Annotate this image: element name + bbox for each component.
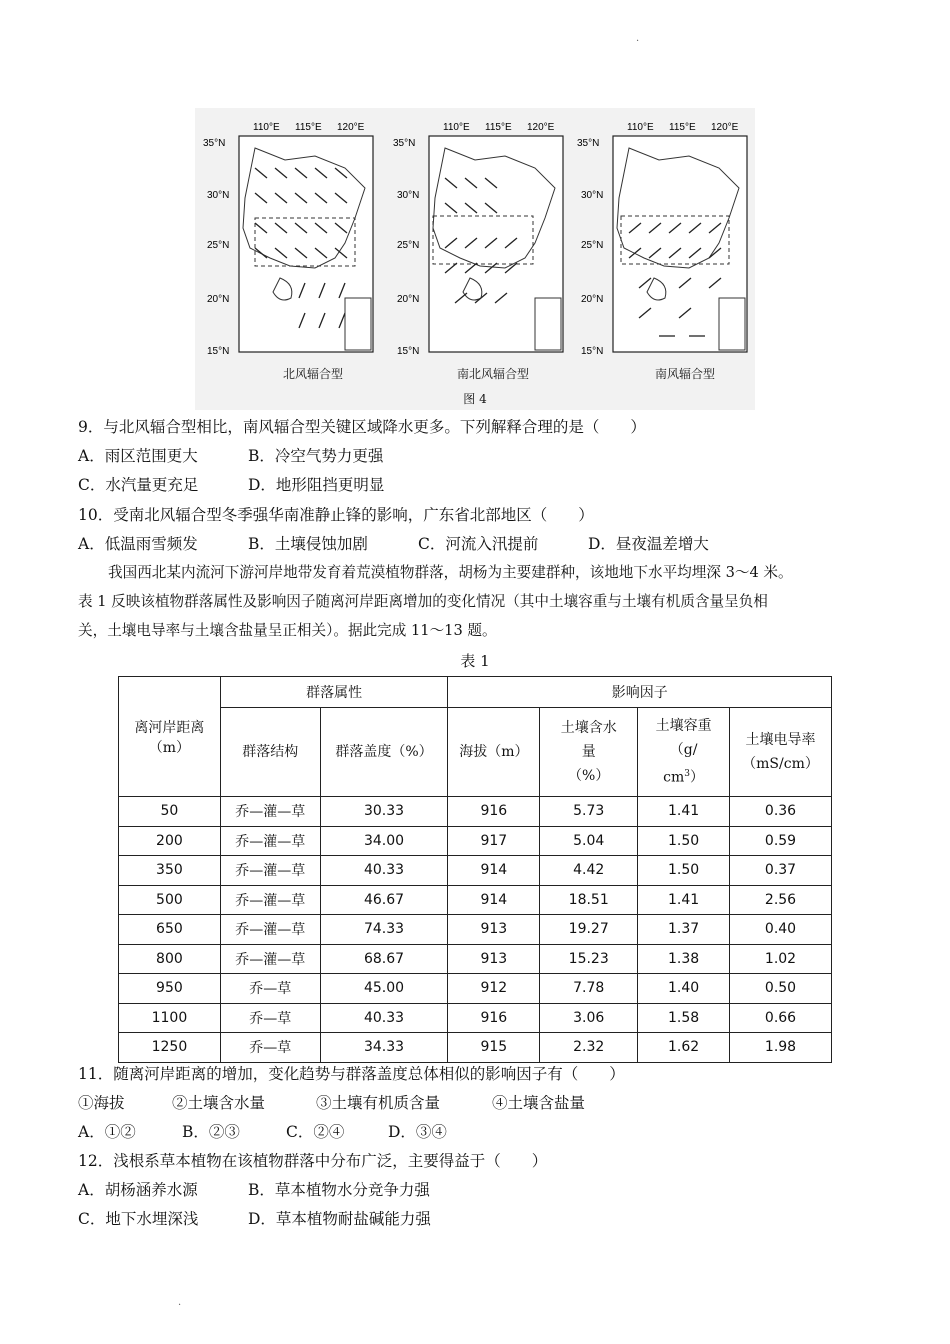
lat-label: 30°N	[581, 190, 604, 201]
question-10-stem: 10．受南北风辐合型冬季强华南准静止锋的影响，广东省北部地区（ ）	[78, 506, 594, 524]
cell-altitude: 912	[448, 974, 540, 1004]
option-c: C．②④	[286, 1123, 345, 1141]
header-bulk-unit-2	[638, 762, 729, 790]
lat-label: 30°N	[207, 190, 230, 201]
lat-label: 30°N	[397, 190, 420, 201]
header-bulk-sup: 3	[684, 769, 690, 780]
header-moisture	[540, 708, 638, 797]
lon-label: 115°E	[669, 122, 696, 133]
cell-ec: 2.56	[730, 885, 832, 915]
option-b: B．②③	[182, 1123, 240, 1141]
header-bulk-line: 土壤容重	[655, 718, 712, 735]
cell-moisture: 18.51	[540, 885, 638, 915]
cell-structure: 乔—灌—草	[220, 826, 320, 856]
cell-bulk: 1.41	[638, 885, 730, 915]
scan-dot: ·	[636, 36, 640, 47]
header-community-group: 群落属性	[220, 677, 448, 708]
cell-coverage: 30.33	[320, 797, 448, 827]
cell-coverage: 46.67	[320, 885, 448, 915]
table-row	[119, 856, 832, 886]
lon-label: 120°E	[527, 122, 555, 133]
cell-ec: 0.37	[730, 856, 832, 886]
cell-bulk: 1.41	[638, 797, 730, 827]
cell-structure: 乔—灌—草	[220, 797, 320, 827]
lon-label: 110°E	[253, 122, 280, 133]
question-9-stem: 9．与北风辐合型相比，南风辐合型关键区域降水更多。下列解释合理的是（ ）	[78, 418, 646, 436]
cell-ec: 0.40	[730, 915, 832, 945]
cell-altitude: 913	[448, 944, 540, 974]
cell-distance: 500	[119, 885, 221, 915]
question-11-stem: 11．随离河岸距离的增加，变化趋势与群落盖度总体相似的影响因子有（ ）	[78, 1065, 625, 1083]
lat-label: 35°N	[393, 138, 416, 149]
cell-altitude: 914	[448, 885, 540, 915]
header-moisture-unit: （%）	[568, 768, 610, 784]
cell-distance: 800	[119, 944, 221, 974]
cell-ec: 0.66	[730, 1003, 832, 1033]
table-row	[119, 974, 832, 1004]
figure-caption: 图 4	[463, 392, 487, 406]
table-row	[119, 1033, 832, 1063]
question-12-stem: 12．浅根系草本植物在该植物群落中分布广泛，主要得益于（ ）	[78, 1152, 548, 1170]
cell-coverage: 34.33	[320, 1033, 448, 1063]
cell-ec: 1.98	[730, 1033, 832, 1063]
option-d: D．昼夜温差增大	[588, 535, 709, 553]
cell-structure: 乔—草	[220, 974, 320, 1004]
cell-structure: 乔—灌—草	[220, 944, 320, 974]
cell-coverage: 40.33	[320, 856, 448, 886]
header-bulk-density	[638, 708, 730, 797]
table-row	[119, 944, 832, 974]
option-c: C．河流入汛提前	[418, 535, 539, 553]
cell-altitude: 917	[448, 826, 540, 856]
map-label: 北风辐合型	[283, 367, 344, 381]
lat-label: 20°N	[581, 294, 604, 305]
header-ec-unit: （mS/cm）	[742, 756, 819, 772]
cell-bulk: 1.40	[638, 974, 730, 1004]
cell-distance: 200	[119, 826, 221, 856]
cell-distance: 1250	[119, 1033, 221, 1063]
cell-ec: 1.02	[730, 944, 832, 974]
map-label: 南风辐合型	[655, 367, 716, 381]
option-a: A．低温雨雪频发	[78, 535, 198, 553]
option-b: B．冷空气势力更强	[248, 447, 384, 465]
option-a: A．雨区范围更大	[78, 447, 198, 465]
header-bulk-close: ）	[690, 769, 704, 786]
table-row	[119, 885, 832, 915]
lat-label: 25°N	[207, 240, 230, 251]
header-distance-line: 离河岸距离	[134, 719, 205, 736]
cell-altitude: 914	[448, 856, 540, 886]
option-b: B．草本植物水分竞争力强	[248, 1181, 430, 1199]
cell-coverage: 45.00	[320, 974, 448, 1004]
map-south-convergence	[569, 108, 755, 368]
option-c: C．地下水埋深浅	[78, 1210, 199, 1228]
cell-structure: 乔—草	[220, 1033, 320, 1063]
option-d: D．③④	[388, 1123, 447, 1141]
cell-coverage: 40.33	[320, 1003, 448, 1033]
lon-label: 110°E	[443, 122, 470, 133]
cell-moisture: 5.04	[540, 826, 638, 856]
cell-bulk: 1.62	[638, 1033, 730, 1063]
cell-altitude: 913	[448, 915, 540, 945]
header-distance-unit: （m）	[148, 739, 191, 756]
cell-coverage: 34.00	[320, 826, 448, 856]
cell-structure: 乔—灌—草	[220, 856, 320, 886]
cell-bulk: 1.50	[638, 826, 730, 856]
lat-label: 20°N	[397, 294, 420, 305]
intro-line-1: 我国西北某内流河下游河岸地带发育着荒漠植物群落，胡杨为主要建群种，该地地下水平均埋深 3～4 米。	[108, 564, 793, 581]
scan-dot: ·	[178, 1300, 182, 1311]
cell-coverage: 74.33	[320, 915, 448, 945]
cell-moisture: 3.06	[540, 1003, 638, 1033]
cell-ec: 0.36	[730, 797, 832, 827]
cell-distance: 50	[119, 797, 221, 827]
figure-4	[195, 108, 755, 410]
lat-label: 20°N	[207, 294, 230, 305]
option-c: C．水汽量更充足	[78, 476, 199, 494]
lon-label: 120°E	[711, 122, 739, 133]
cell-structure: 乔—草	[220, 1003, 320, 1033]
cell-ec: 0.59	[730, 826, 832, 856]
statement-2: ②土壤含水量	[172, 1094, 266, 1112]
cell-structure: 乔—灌—草	[220, 915, 320, 945]
cell-moisture: 7.78	[540, 974, 638, 1004]
table-caption: 表 1	[460, 652, 490, 670]
cell-altitude: 915	[448, 1033, 540, 1063]
statement-3: ③土壤有机质含量	[316, 1094, 441, 1112]
option-a: A．胡杨涵养水源	[78, 1181, 198, 1199]
cell-moisture: 4.42	[540, 856, 638, 886]
option-d: D．地形阻挡更明显	[248, 476, 385, 494]
cell-moisture: 5.73	[540, 797, 638, 827]
cell-distance: 350	[119, 856, 221, 886]
lon-label: 115°E	[485, 122, 512, 133]
data-table	[118, 676, 832, 1063]
cell-bulk: 1.50	[638, 856, 730, 886]
lat-label: 15°N	[581, 346, 604, 357]
table-row	[119, 797, 832, 827]
cell-moisture: 2.32	[540, 1033, 638, 1063]
header-conductivity	[730, 708, 832, 797]
lat-label: 15°N	[207, 346, 230, 357]
lat-label: 25°N	[397, 240, 420, 251]
cell-distance: 1100	[119, 1003, 221, 1033]
lat-label: 25°N	[581, 240, 604, 251]
cell-moisture: 15.23	[540, 944, 638, 974]
header-factors-group: 影响因子	[448, 677, 832, 708]
option-d: D．草本植物耐盐碱能力强	[248, 1210, 431, 1228]
lon-label: 120°E	[337, 122, 365, 133]
cell-bulk: 1.38	[638, 944, 730, 974]
header-altitude: 海拔（m）	[448, 708, 540, 797]
table-row	[119, 826, 832, 856]
header-structure: 群落结构	[220, 708, 320, 797]
header-moisture-line: 量	[581, 744, 596, 760]
intro-line-2: 表 1 反映该植物群落属性及影响因子随离河岸距离增加的变化情况（其中土壤容重与土壤有机质含量呈负相	[78, 593, 768, 610]
table-row	[119, 1003, 832, 1033]
header-bulk-cm: cm	[663, 769, 685, 786]
map-north-south-convergence	[385, 108, 571, 368]
cell-altitude: 916	[448, 797, 540, 827]
statement-4: ④土壤含盐量	[492, 1094, 586, 1112]
cell-ec: 0.50	[730, 974, 832, 1004]
cell-distance: 650	[119, 915, 221, 945]
option-b: B．土壤侵蚀加剧	[248, 535, 368, 553]
map-north-convergence	[195, 108, 381, 368]
table-row	[119, 915, 832, 945]
cell-bulk: 1.58	[638, 1003, 730, 1033]
lat-label: 35°N	[577, 138, 600, 149]
lat-label: 15°N	[397, 346, 420, 357]
map-label: 南北风辐合型	[457, 367, 530, 381]
header-bulk-unit: （g/	[669, 742, 698, 759]
intro-line-3: 关，土壤电导率与土壤含盐量呈正相关）。据此完成 11～13 题。	[78, 622, 497, 639]
cell-coverage: 68.67	[320, 944, 448, 974]
cell-bulk: 1.37	[638, 915, 730, 945]
header-distance	[119, 677, 221, 797]
lon-label: 110°E	[627, 122, 654, 133]
lon-label: 115°E	[295, 122, 322, 133]
header-coverage: 群落盖度（%）	[320, 708, 448, 797]
cell-distance: 950	[119, 974, 221, 1004]
option-a: A．①②	[78, 1123, 136, 1141]
cell-structure: 乔—灌—草	[220, 885, 320, 915]
lat-label: 35°N	[203, 138, 226, 149]
cell-moisture: 19.27	[540, 915, 638, 945]
statement-1: ①海拔	[78, 1094, 125, 1112]
header-ec-line: 土壤电导率	[745, 732, 816, 748]
header-moisture-line: 土壤含水	[560, 720, 617, 736]
cell-altitude: 916	[448, 1003, 540, 1033]
